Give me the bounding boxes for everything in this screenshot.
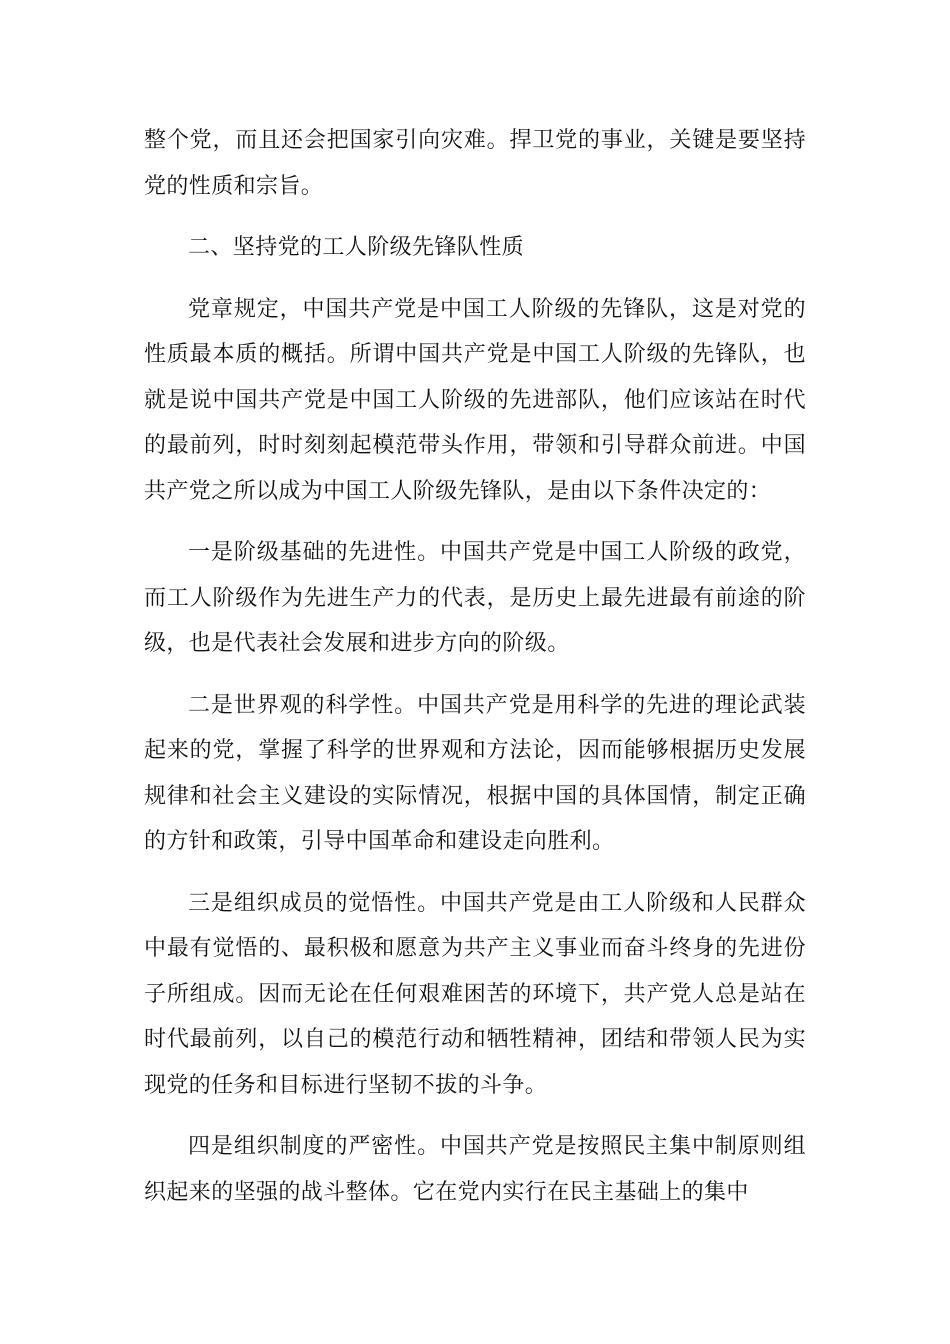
- document-body: [144, 118, 806, 1231]
- paragraph-worldview: 二是世界观的科学性。中国共产党是用科学的先进的理论武装起来的党，掌握了科学的世界观和方法论，因而能够根据历史发展规律和社会主义建设的实际情况，根据中国的具体国情，制定正确的方针和政策，引导中国革命和建设走向胜利。: [144, 692, 806, 854]
- continuation-paragraph: 整个党，而且还会把国家引向灾难。捍卫党的事业，关键是要坚持党的性质和宗旨。: [144, 128, 806, 199]
- paragraph-organizational-system: 四是组织制度的严密性。中国共产党是按照民主集中制原则组织起来的坚强的战斗整体。它在党内实行在民主基础上的集中: [144, 1134, 806, 1205]
- paragraph-member-awareness: 三是组织成员的觉悟性。中国共产党是由工人阶级和人民群众中最有觉悟的、最积极和愿意为共产主义事业而奋斗终身的先进份子所组成。因而无论在任何艰难困苦的环境下，共产党人总是站在时代最前列，以自己的模范行动和牺牲精神，团结和带领人民为实现党的任务和目标进行坚韧不拔的斗争。: [144, 890, 806, 1098]
- paragraph-party-constitution: 党章规定，中国共产党是中国工人阶级的先锋队，这是对党的性质最本质的概括。所谓中国共产党是中国工人阶级的先锋队，也就是说中国共产党是中国工人阶级的先进部队，他们应该站在时代的最前列，时时刻刻起模范带头作用，带领和引导群众前进。中国共产党之所以成为中国工人阶级先锋队，是由以下条件决定的：: [144, 296, 806, 504]
- paragraph-class-basis: 一是阶级基础的先进性。中国共产党是中国工人阶级的政党，而工人阶级作为先进生产力的代表，是历史上最先进最有前途的阶级，也是代表社会发展和进步方向的阶级。: [144, 540, 806, 656]
- section-heading: 二、坚持党的工人阶级先锋队性质: [188, 235, 525, 260]
